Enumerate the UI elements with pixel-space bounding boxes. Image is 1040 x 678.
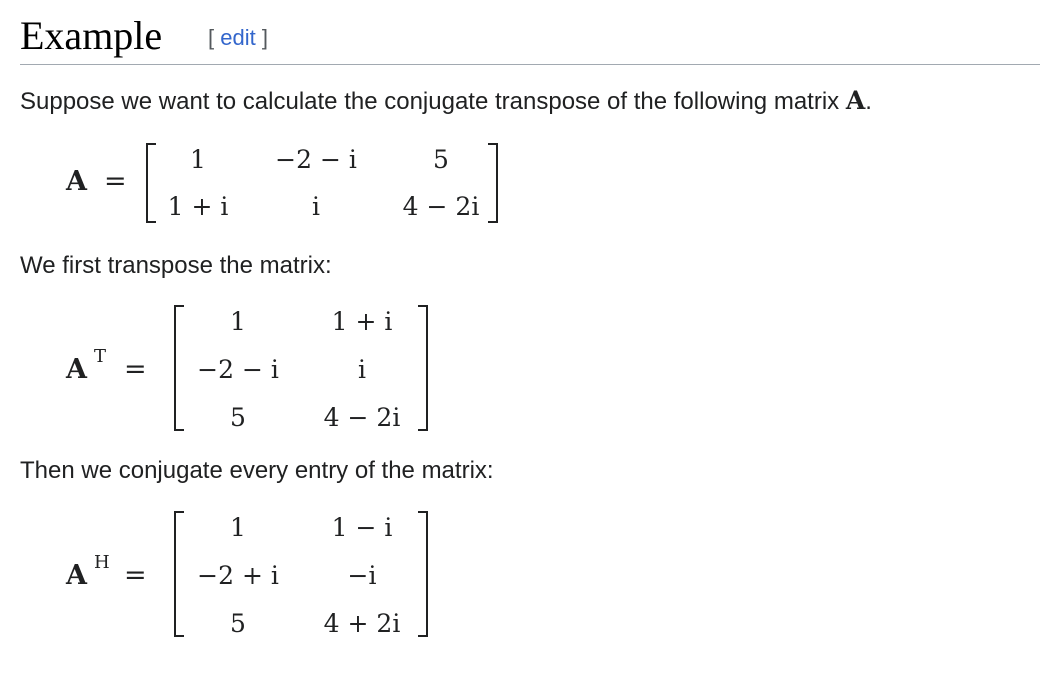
matrix-a-entry: 4 − 2i [402,192,480,221]
matrix-at-entry: −2 − i [197,355,279,384]
matrix-a-entry: 5 [433,145,449,174]
matrix-at-symbol: A [66,354,87,385]
heading-title: Example [20,13,163,58]
matrix-a-symbol: A [66,166,87,197]
equation-ah [0,508,460,640]
matrix-ah-entry: 1 − i [331,513,393,542]
matrix-ah-symbol: A [66,560,87,591]
matrix-a-entry: −2 − i [275,145,357,174]
equals-sign: = [124,354,147,385]
edit-section [208,25,268,51]
intro-paragraph [20,86,872,117]
matrix-at-entry: 5 [230,403,246,432]
intro-matrix-symbol: A [845,86,866,115]
section-heading [20,8,1040,65]
matrix-ah-entry: 4 + 2i [323,609,401,638]
equals-sign: = [104,166,127,197]
matrix-ah-entry: 5 [230,609,246,638]
matrix-a-entry: 1 + i [167,192,229,221]
transpose-paragraph: We first transpose the matrix: [20,252,332,279]
matrix-ah-entry: 1 [230,513,246,542]
edit-bracket-open: [ [208,25,215,50]
intro-text: Suppose we want to calculate the conjugate transpose of the following matrix [20,88,840,115]
conjugate-paragraph: Then we conjugate every entry of the matrix: [20,457,494,484]
matrix-a-entry: 1 [190,145,206,174]
matrix-at-entry: i [358,355,366,384]
hermitian-superscript: H [94,552,110,573]
equals-sign: = [124,560,147,591]
transpose-superscript: T [94,346,107,367]
edit-bracket-close: ] [261,25,268,50]
matrix-a-entry: i [312,192,320,221]
matrix-at-entry: 1 + i [331,307,393,336]
matrix-at-entry: 4 − 2i [323,403,401,432]
left-bracket [175,306,184,430]
matrix-ah-entry: −2 + i [197,561,279,590]
intro-period: . [865,88,872,115]
matrix-at-entry: 1 [230,307,246,336]
equation-at [0,302,460,434]
matrix-ah-entry: −i [347,561,377,590]
right-bracket [418,306,427,430]
right-bracket [418,512,427,636]
edit-link[interactable]: edit [220,25,256,50]
equation-a [0,140,540,230]
left-bracket [175,512,184,636]
left-bracket [147,144,156,222]
right-bracket [488,144,497,222]
